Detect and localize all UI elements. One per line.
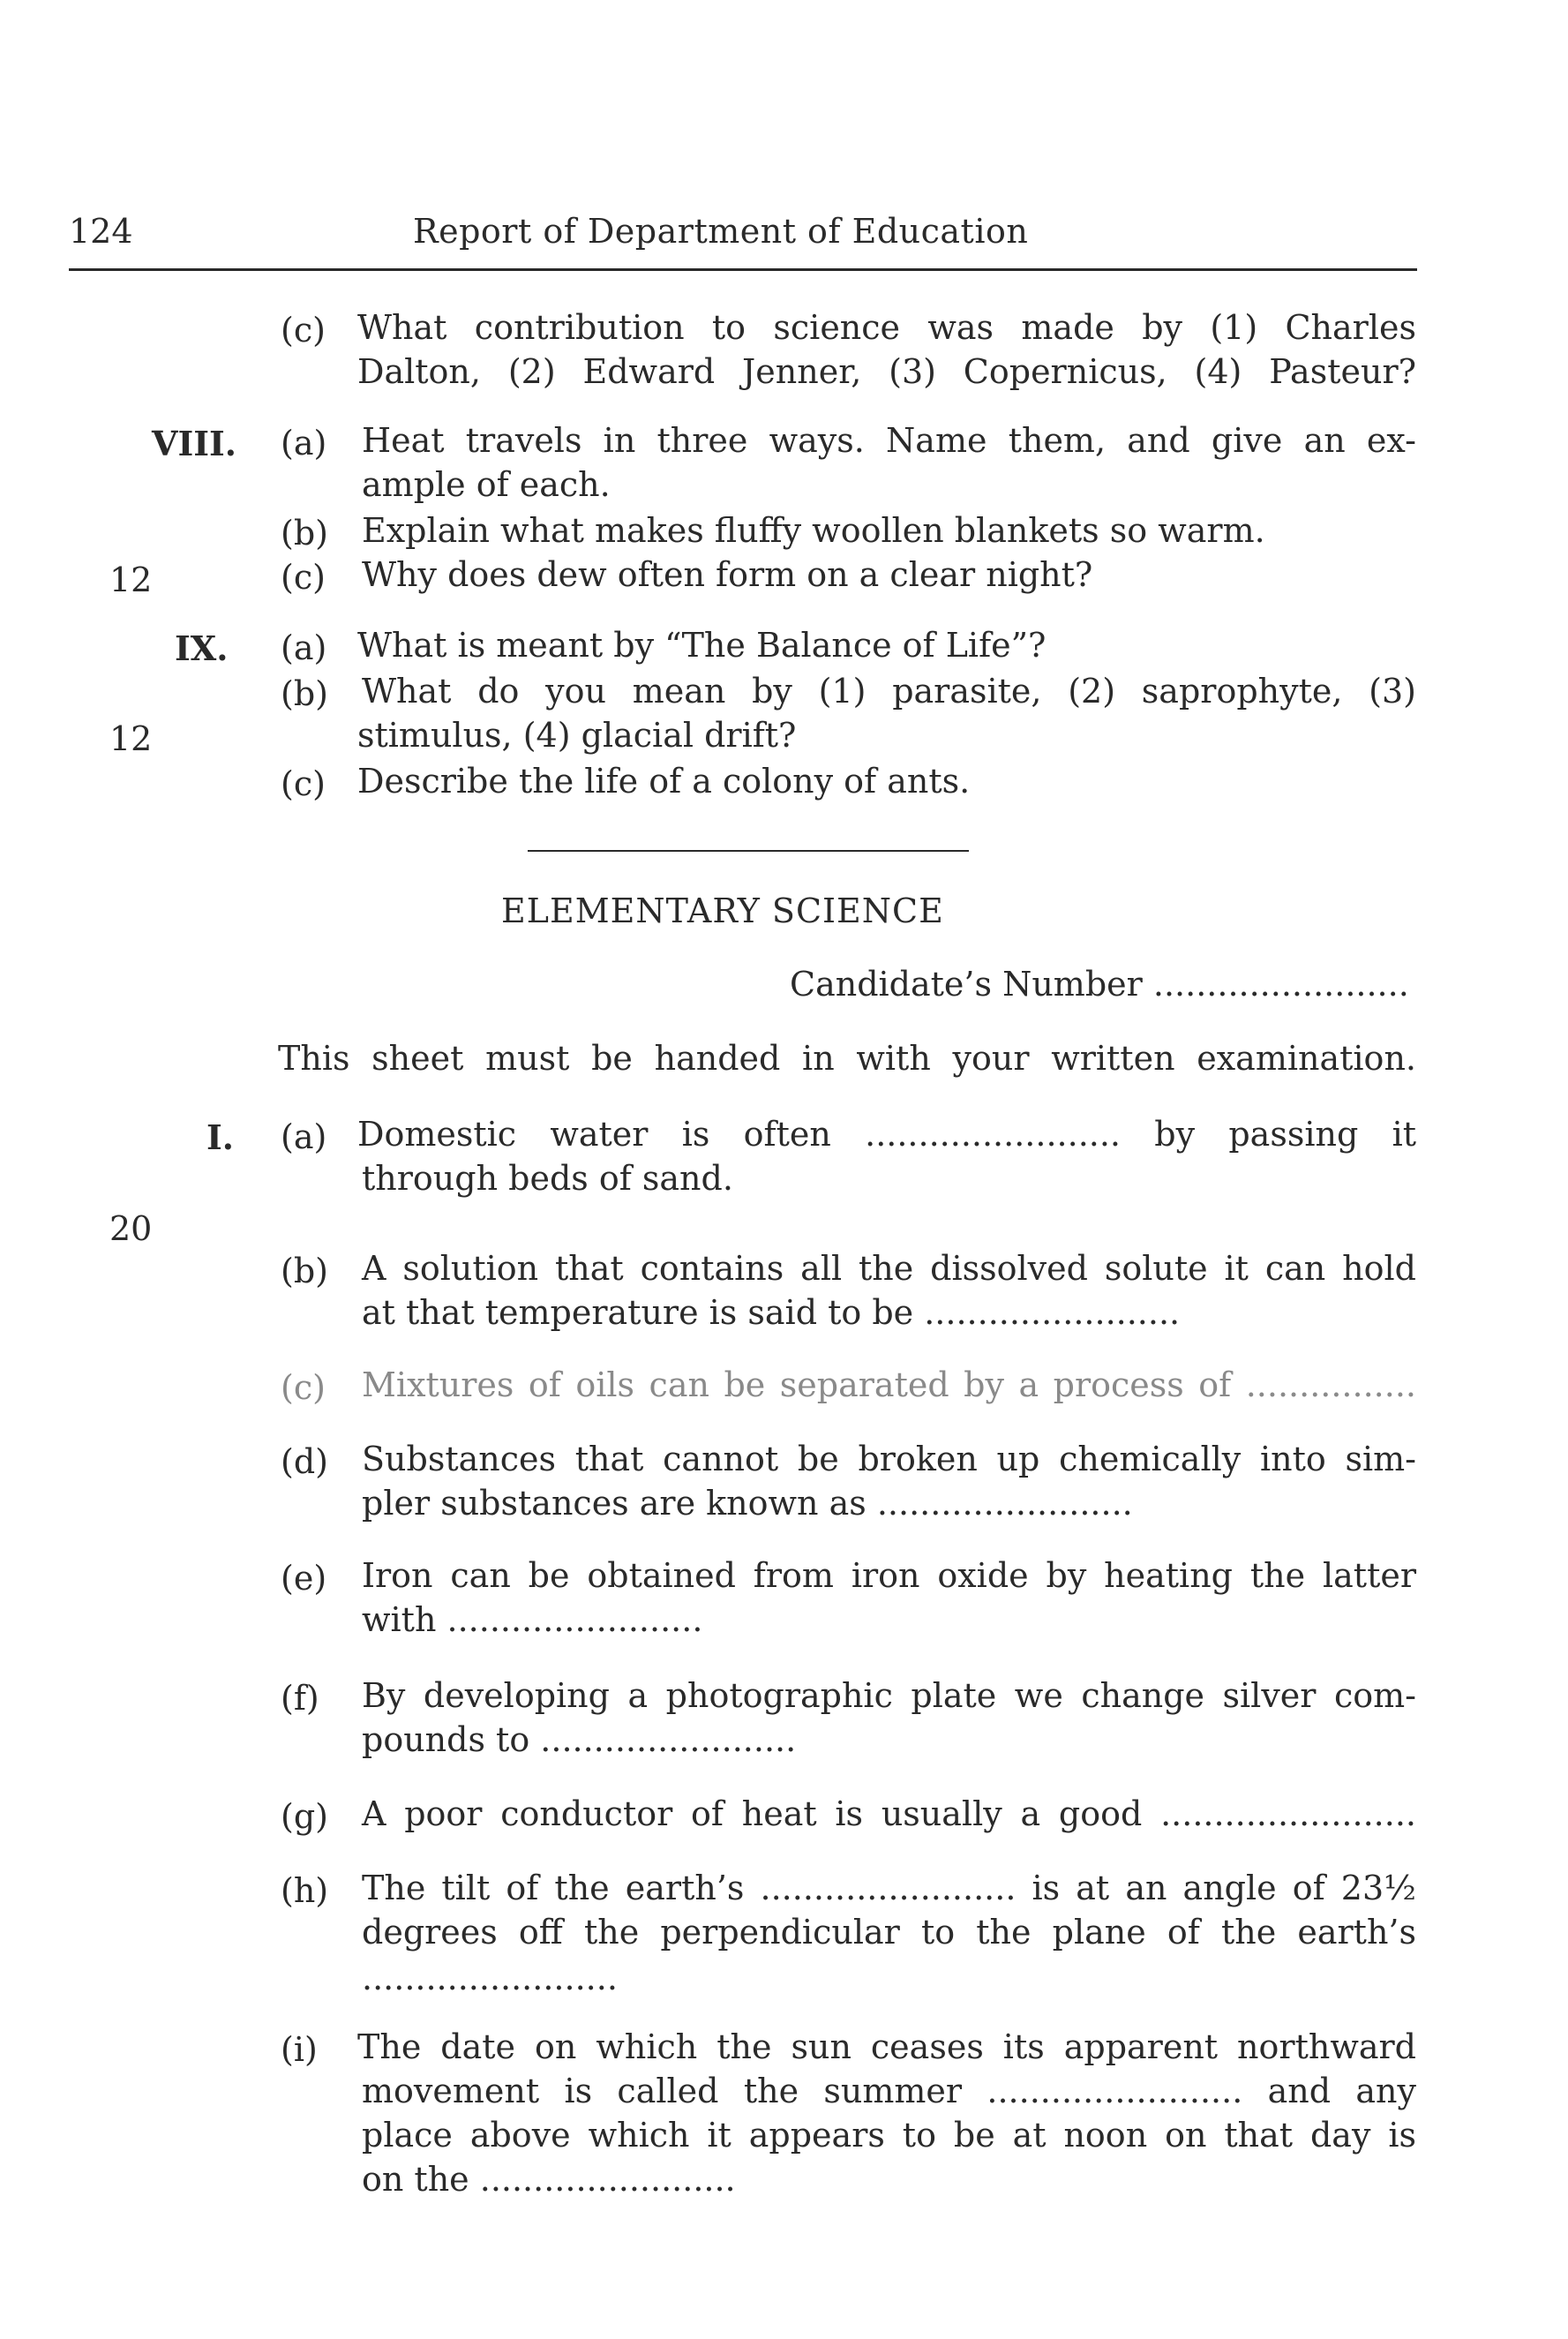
item-label: (a): [281, 1117, 327, 1156]
item-label: (b): [281, 1252, 328, 1290]
question-text: What do you mean by (1) parasite, (2) saprophyte, (3): [362, 672, 1416, 711]
question-text: Heat travels in three ways. Name them, and give an ex-: [362, 421, 1416, 460]
question-text: on the ........................: [362, 2160, 736, 2199]
header-rule: [69, 268, 1417, 271]
running-title: Report of Department of Education: [413, 212, 1029, 251]
section-title: ELEMENTARY SCIENCE: [501, 891, 944, 930]
question-text: A poor conductor of heat is usually a good ........................: [362, 1794, 1416, 1833]
page-header: [69, 212, 1419, 265]
section-roman-numeral: IX.: [175, 628, 229, 668]
question-text: ........................: [362, 1959, 618, 1997]
question-text: The date on which the sun ceases its apparent northward: [357, 2027, 1416, 2066]
item-label: (d): [281, 1442, 328, 1481]
item-label: (h): [281, 1871, 329, 1910]
item-label: (c): [281, 1368, 326, 1407]
question-text: Why does dew often form on a clear night?: [362, 555, 1093, 594]
page-number: 124: [69, 212, 133, 251]
section-roman-numeral: I.: [206, 1117, 235, 1157]
question-text: pler substances are known as ........................: [362, 1484, 1133, 1523]
item-label: (c): [281, 764, 326, 803]
instruction-text: This sheet must be handed in with your written examination.: [278, 1039, 1416, 1078]
section-divider: [528, 850, 969, 852]
question-text: By developing a photographic plate we change silver com-: [362, 1676, 1416, 1715]
question-text: Describe the life of a colony of ants.: [357, 762, 971, 801]
item-label: (a): [281, 628, 327, 667]
item-label: (b): [281, 674, 328, 713]
question-text: ample of each.: [362, 465, 611, 504]
section-marks: 12: [109, 560, 153, 599]
item-label: (i): [281, 2030, 318, 2069]
section-marks: 20: [109, 1209, 153, 1248]
question-text: pounds to ........................: [362, 1720, 797, 1759]
question-text: place above which it appears to be at noon on that day is: [362, 2116, 1416, 2155]
question-text: Domestic water is often ........................ by passing it: [357, 1115, 1416, 1154]
question-text: What is meant by “The Balance of Life”?: [357, 626, 1047, 665]
item-label: (a): [281, 424, 327, 463]
question-text: with ........................: [362, 1600, 703, 1639]
question-text: Dalton, (2) Edward Jenner, (3) Copernicus, (4) Pasteur?: [357, 352, 1416, 391]
item-label: (e): [281, 1559, 327, 1598]
question-text: Explain what makes fluffy woollen blankets so warm.: [362, 511, 1265, 550]
question-text: Iron can be obtained from iron oxide by heating the latter: [362, 1556, 1416, 1595]
section-marks: 12: [109, 719, 153, 758]
item-label: (c): [281, 558, 326, 597]
question-text: stimulus, (4) glacial drift?: [357, 716, 797, 755]
question-text: at that temperature is said to be ........................: [362, 1293, 1181, 1332]
item-label: (c): [281, 311, 326, 350]
question-text: The tilt of the earth’s ........................ is at an angle of 23½: [362, 1869, 1416, 1907]
question-text: A solution that contains all the dissolved solute it can hold: [362, 1249, 1416, 1288]
question-text: movement is called the summer ........................ and any: [362, 2072, 1416, 2110]
section-roman-numeral: VIII.: [152, 424, 237, 463]
question-text: What contribution to science was made by (1) Charles: [357, 308, 1416, 347]
item-label: (g): [281, 1797, 328, 1836]
item-label: (b): [281, 514, 328, 553]
candidate-number-field: Candidate’s Number ........................: [790, 965, 1409, 1004]
question-text: degrees off the perpendicular to the plane of the earth’s: [362, 1913, 1416, 1952]
question-text: Mixtures of oils can be separated by a process of ................: [362, 1365, 1416, 1404]
item-label: (f): [281, 1679, 319, 1718]
question-text: Substances that cannot be broken up chemically into sim-: [362, 1440, 1416, 1478]
question-text: through beds of sand.: [362, 1159, 733, 1198]
